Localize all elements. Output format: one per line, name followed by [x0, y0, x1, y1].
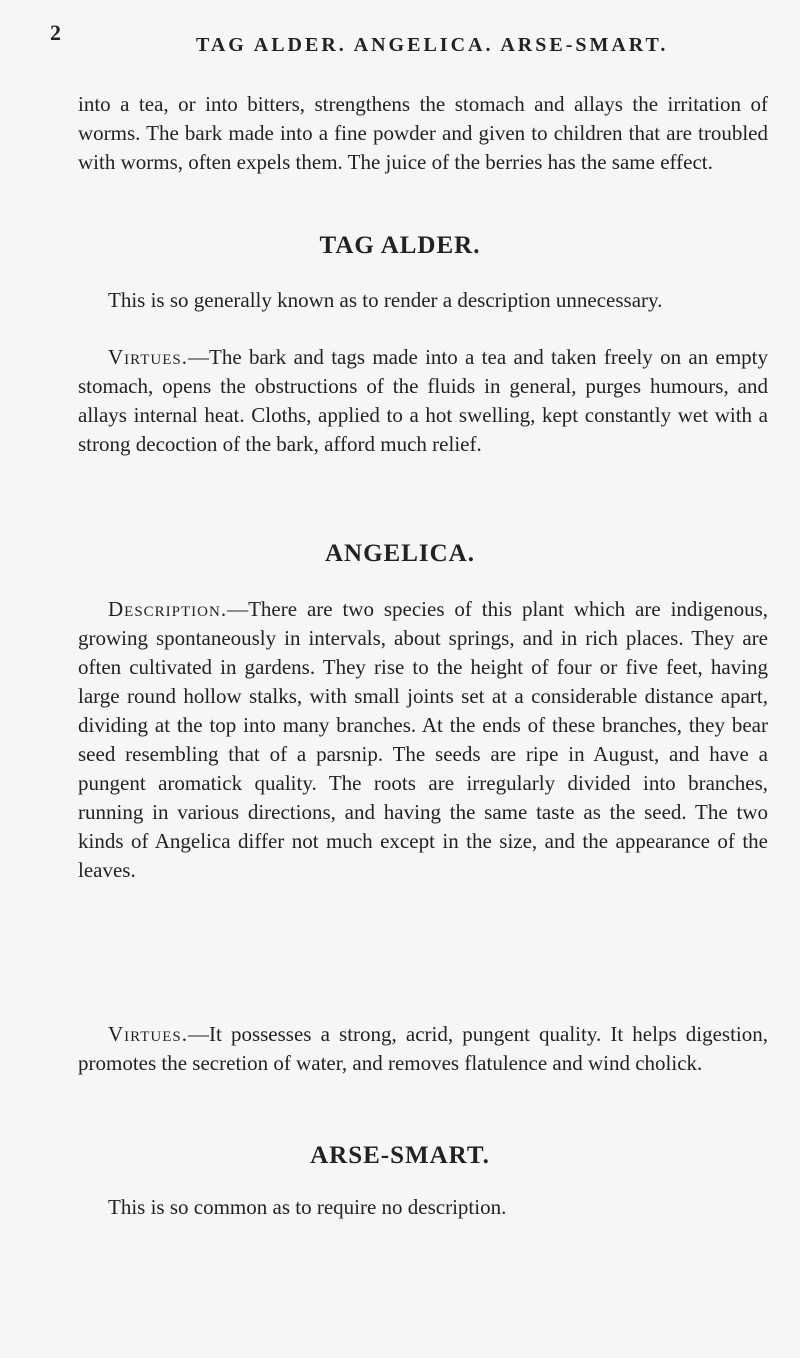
virtues-text: —The bark and tags made into a tea and taken freely on an empty stomach, opens the obstructions of the fluids in general, purges humours, and allays internal heat. Cloths, applied to a hot swelling, kept constantly wet with a strong decoction of the bark, afford much relief. [78, 345, 768, 456]
tag-alder-heading: TAG ALDER. [319, 232, 481, 259]
arse-smart-heading: ARSE-SMART. [310, 1142, 490, 1169]
tag-alder-description: This is so generally known as to render a description unnecessary. [108, 288, 663, 312]
description-label: Description. [108, 597, 228, 621]
intro-paragraph: into a tea, or into bitters, strengthens the stomach and allays the irritation of worms. The bark made into a fine powder and given to children that are troubled with worms, often expels them. The juice of the berries has the same effect. [78, 92, 768, 174]
description-text: —There are two species of this plant which are indigenous, growing spontaneously in intervals, about springs, and in rich places. They are often cultivated in gardens. They rise to the height of four or five feet, having large round hollow stalks, with small joints set at a considerable distance apart, dividing at the top into many branches. At the ends of these branches, they bear seed resembling that of a parsnip. The seeds are ripe in August, and have a pungent aromatick quality. The roots are irregularly divided into branches, running in various directions, and having the same taste as the seed. The two kinds of Angelica differ not much except in the size, and the appearance of the leaves. [78, 597, 768, 882]
virtues-text: —It possesses a strong, acrid, pungent quality. It helps digestion, promotes the secretion of water, and removes flatulence and wind cholick. [78, 1022, 768, 1075]
arse-smart-description: This is so common as to require no description. [108, 1195, 507, 1219]
angelica-heading: ANGELICA. [325, 540, 475, 567]
virtues-label: Virtues. [108, 345, 189, 369]
virtues-label: Virtues. [108, 1022, 189, 1046]
angelica-description [78, 595, 768, 885]
running-title: TAG ALDER. ANGELICA. ARSE-SMART. [196, 34, 669, 56]
angelica-virtues [78, 1020, 768, 1078]
tag-alder-virtues [78, 343, 768, 459]
page-number: 2 [50, 20, 64, 45]
